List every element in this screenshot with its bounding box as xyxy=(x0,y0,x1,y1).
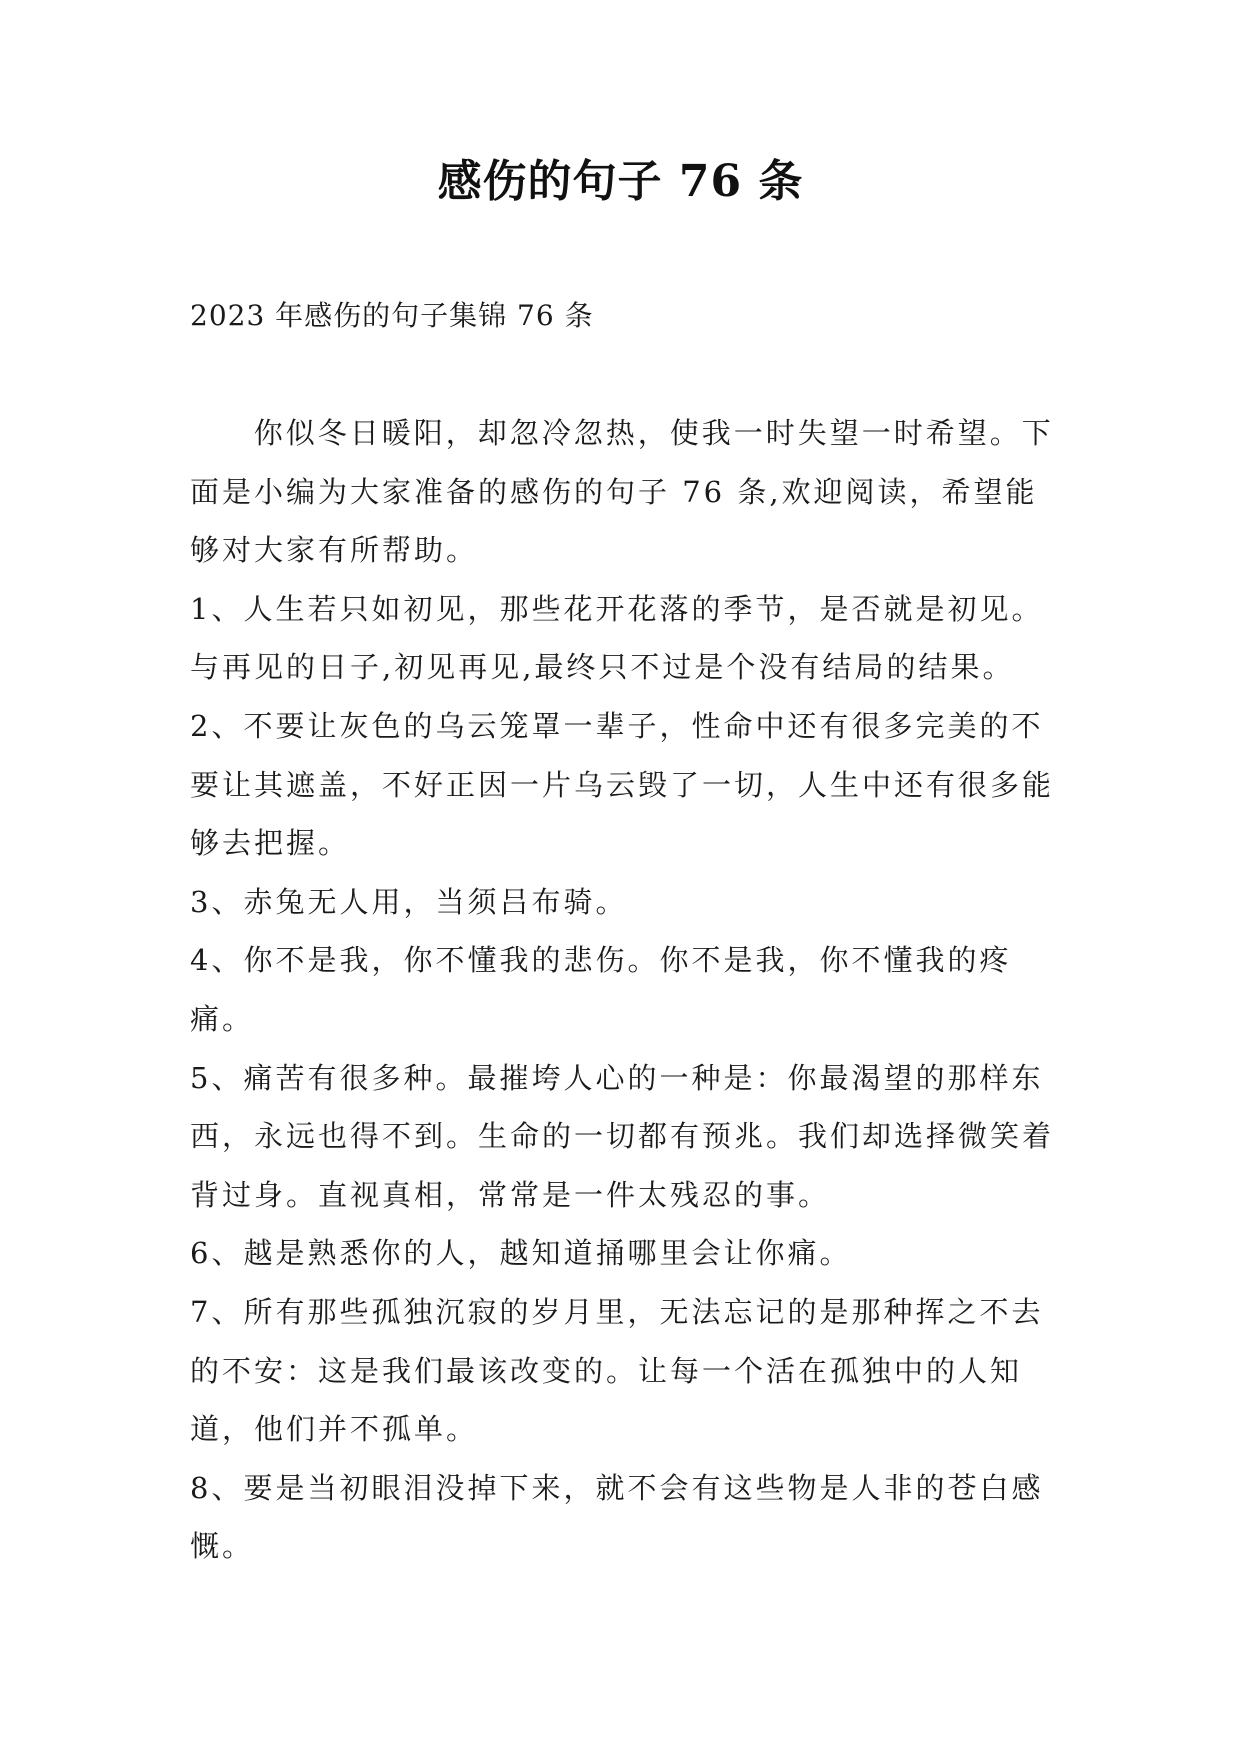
list-item: 2、不要让灰色的乌云笼罩一辈子，性命中还有很多完美的不要让其遮盖，不好正因一片乌云毁了一切，人生中还有很多能够去把握。 xyxy=(190,708,1055,861)
list-item: 8、要是当初眼泪没掉下来，就不会有这些物是人非的苍白感慨。 xyxy=(190,1470,1044,1564)
document-body xyxy=(190,404,1068,1576)
list-item: 3、赤兔无人用，当须吕布骑。 xyxy=(190,884,628,919)
list-item: 1、人生若只如初见，那些花开花落的季节，是否就是初见。与再见的日子,初见再见,最终只不过是个没有结局的结果。 xyxy=(190,591,1044,685)
list-item: 6、越是熟悉你的人，越知道捅哪里会让你痛。 xyxy=(190,1236,852,1271)
list-item: 5、痛苦有很多种。最摧垮人心的一种是：你最渴望的那样东西，永远也得不到。生命的一切都有预兆。我们却选择微笑着背过身。直视真相，常常是一件太残忍的事。 xyxy=(190,1060,1055,1212)
intro-paragraph: 你似冬日暖阳，却忽冷忽热，使我一时失望一时希望。下面是小编为大家准备的感伤的句子 76 条,欢迎阅读，希望能够对大家有所帮助。 xyxy=(190,416,1054,568)
document-subtitle: 2023 年感伤的句子集锦 76 条 xyxy=(190,299,594,332)
list-item: 7、所有那些孤独沉寂的岁月里，无法忘记的是那种挥之不去的不安：这是我们最该改变的。让每一个活在孤独中的人知道，他们并不孤单。 xyxy=(190,1294,1044,1447)
list-item: 4、你不是我，你不懂我的悲伤。你不是我，你不懂我的疼痛。 xyxy=(190,943,1012,1036)
page-title: 感伤的句子 76 条 xyxy=(437,156,804,207)
